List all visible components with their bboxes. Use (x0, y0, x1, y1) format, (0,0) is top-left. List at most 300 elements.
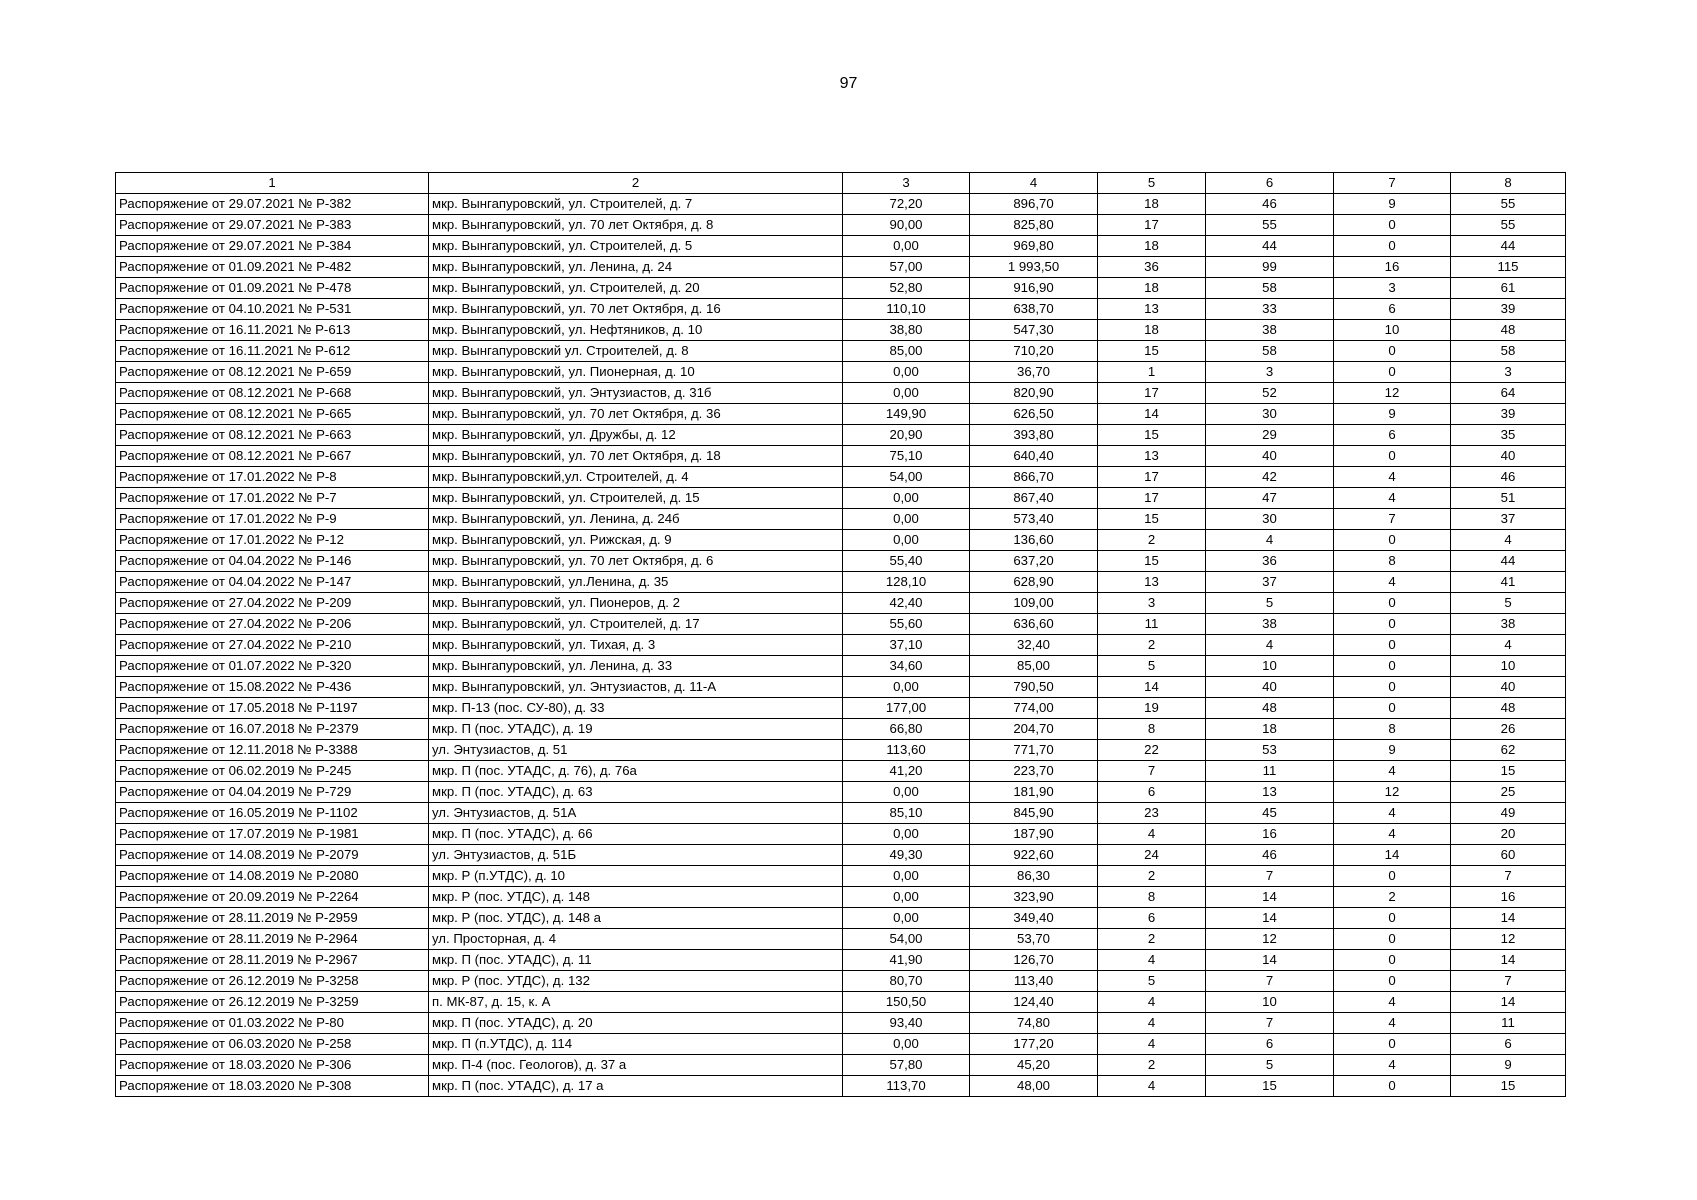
table-row (116, 530, 1566, 551)
table-cell-col-3: 0,00 (843, 488, 970, 509)
table-cell-col-8: 55 (1451, 194, 1566, 215)
table-cell-col-6: 38 (1206, 320, 1334, 341)
table-cell-col-7: 0 (1334, 446, 1451, 467)
table-cell-col-7: 0 (1334, 341, 1451, 362)
table-cell-col-4: 393,80 (970, 425, 1098, 446)
table-cell-col-7: 4 (1334, 992, 1451, 1013)
table-cell-col-8: 115 (1451, 257, 1566, 278)
table-cell-col-3: 52,80 (843, 278, 970, 299)
table-cell-col-8: 14 (1451, 992, 1566, 1013)
table-row (116, 257, 1566, 278)
table-cell-col-7: 4 (1334, 1013, 1451, 1034)
table-cell-col-8: 55 (1451, 215, 1566, 236)
table-cell-col-5: 15 (1098, 551, 1206, 572)
table-cell-col-2: мкр. Вынгапуровский, ул. Энтузиастов, д. 11-А (429, 677, 843, 698)
table-cell-col-1: Распоряжение от 04.10.2021 № Р-531 (116, 299, 429, 320)
table-cell-col-7: 7 (1334, 509, 1451, 530)
table-cell-col-3: 41,20 (843, 761, 970, 782)
table-cell-col-6: 55 (1206, 215, 1334, 236)
table-cell-col-3: 80,70 (843, 971, 970, 992)
table-cell-col-5: 4 (1098, 950, 1206, 971)
table-cell-col-1: Распоряжение от 17.07.2019 № Р-1981 (116, 824, 429, 845)
table-cell-col-2: мкр. Вынгапуровский, ул. 70 лет Октября, д. 18 (429, 446, 843, 467)
table-cell-col-7: 0 (1334, 614, 1451, 635)
table-row (116, 1013, 1566, 1034)
column-header-6: 6 (1206, 173, 1334, 194)
table-cell-col-5: 7 (1098, 761, 1206, 782)
table-cell-col-3: 0,00 (843, 782, 970, 803)
table-row (116, 971, 1566, 992)
table-cell-col-7: 0 (1334, 593, 1451, 614)
table-cell-col-6: 14 (1206, 950, 1334, 971)
table-cell-col-3: 0,00 (843, 236, 970, 257)
table-cell-col-6: 5 (1206, 593, 1334, 614)
table-cell-col-8: 5 (1451, 593, 1566, 614)
table-cell-col-5: 5 (1098, 971, 1206, 992)
table-cell-col-6: 10 (1206, 992, 1334, 1013)
table-cell-col-7: 0 (1334, 635, 1451, 656)
table-cell-col-6: 48 (1206, 698, 1334, 719)
table-cell-col-8: 14 (1451, 950, 1566, 971)
table-cell-col-6: 42 (1206, 467, 1334, 488)
table-cell-col-1: Распоряжение от 04.04.2022 № Р-146 (116, 551, 429, 572)
table-body (116, 194, 1566, 1097)
table-cell-col-3: 128,10 (843, 572, 970, 593)
table-cell-col-6: 40 (1206, 446, 1334, 467)
column-header-2: 2 (429, 173, 843, 194)
table-row (116, 761, 1566, 782)
table-cell-col-1: Распоряжение от 12.11.2018 № Р-3388 (116, 740, 429, 761)
table-cell-col-5: 8 (1098, 719, 1206, 740)
table-cell-col-7: 4 (1334, 824, 1451, 845)
table-cell-col-6: 4 (1206, 530, 1334, 551)
table-cell-col-1: Распоряжение от 28.11.2019 № Р-2964 (116, 929, 429, 950)
table-cell-col-1: Распоряжение от 18.03.2020 № Р-306 (116, 1055, 429, 1076)
table-cell-col-7: 16 (1334, 257, 1451, 278)
table-cell-col-1: Распоряжение от 29.07.2021 № Р-384 (116, 236, 429, 257)
table-cell-col-5: 18 (1098, 194, 1206, 215)
table-cell-col-2: мкр. Вынгапуровский, ул. 70 лет Октября, д. 8 (429, 215, 843, 236)
table-cell-col-4: 867,40 (970, 488, 1098, 509)
table-cell-col-7: 0 (1334, 929, 1451, 950)
table-cell-col-8: 7 (1451, 866, 1566, 887)
table-cell-col-7: 14 (1334, 845, 1451, 866)
table-cell-col-1: Распоряжение от 16.05.2019 № Р-1102 (116, 803, 429, 824)
table-cell-col-1: Распоряжение от 14.08.2019 № Р-2079 (116, 845, 429, 866)
table-row (116, 782, 1566, 803)
table-cell-col-1: Распоряжение от 18.03.2020 № Р-308 (116, 1076, 429, 1097)
table-cell-col-8: 39 (1451, 404, 1566, 425)
table-cell-col-3: 55,40 (843, 551, 970, 572)
table-cell-col-8: 12 (1451, 929, 1566, 950)
table-cell-col-7: 0 (1334, 236, 1451, 257)
data-table (115, 172, 1566, 1097)
table-cell-col-2: мкр. П (пос. УТАДС), д. 66 (429, 824, 843, 845)
table-cell-col-4: 573,40 (970, 509, 1098, 530)
table-cell-col-3: 37,10 (843, 635, 970, 656)
table-cell-col-5: 13 (1098, 572, 1206, 593)
table-cell-col-6: 14 (1206, 887, 1334, 908)
table-cell-col-4: 636,60 (970, 614, 1098, 635)
table-cell-col-2: мкр. Вынгапуровский, ул.Ленина, д. 35 (429, 572, 843, 593)
table-cell-col-3: 54,00 (843, 929, 970, 950)
table-cell-col-4: 181,90 (970, 782, 1098, 803)
table-cell-col-1: Распоряжение от 28.11.2019 № Р-2959 (116, 908, 429, 929)
table-cell-col-1: Распоряжение от 20.09.2019 № Р-2264 (116, 887, 429, 908)
table-row (116, 950, 1566, 971)
table-cell-col-5: 5 (1098, 656, 1206, 677)
table-cell-col-2: мкр. Вынгапуровский, ул. 70 лет Октября, д. 36 (429, 404, 843, 425)
table-cell-col-5: 18 (1098, 320, 1206, 341)
table-cell-col-1: Распоряжение от 08.12.2021 № Р-663 (116, 425, 429, 446)
table-cell-col-4: 36,70 (970, 362, 1098, 383)
table-cell-col-3: 0,00 (843, 866, 970, 887)
table-cell-col-2: мкр. Вынгапуровский, ул. Строителей, д. 20 (429, 278, 843, 299)
table-cell-col-2: мкр. Вынгапуровский, ул. Энтузиастов, д. 31б (429, 383, 843, 404)
table-cell-col-2: мкр. Вынгапуровский, ул. Дружбы, д. 12 (429, 425, 843, 446)
table-cell-col-3: 113,70 (843, 1076, 970, 1097)
table-cell-col-5: 4 (1098, 1013, 1206, 1034)
table-cell-col-7: 0 (1334, 950, 1451, 971)
table-cell-col-6: 7 (1206, 971, 1334, 992)
table-cell-col-5: 4 (1098, 1034, 1206, 1055)
table-cell-col-8: 11 (1451, 1013, 1566, 1034)
table-cell-col-2: мкр. Вынгапуровский, ул. Строителей, д. 7 (429, 194, 843, 215)
table-cell-col-1: Распоряжение от 08.12.2021 № Р-665 (116, 404, 429, 425)
table-row (116, 635, 1566, 656)
table-cell-col-2: мкр. П (пос. УТАДС, д. 76), д. 76а (429, 761, 843, 782)
table-cell-col-7: 0 (1334, 971, 1451, 992)
table-cell-col-5: 15 (1098, 425, 1206, 446)
table-cell-col-1: Распоряжение от 27.04.2022 № Р-210 (116, 635, 429, 656)
table-cell-col-6: 38 (1206, 614, 1334, 635)
table-row (116, 677, 1566, 698)
table-cell-col-4: 32,40 (970, 635, 1098, 656)
table-cell-col-7: 0 (1334, 362, 1451, 383)
table-row (116, 740, 1566, 761)
table-row (116, 992, 1566, 1013)
table-cell-col-7: 0 (1334, 908, 1451, 929)
table-cell-col-6: 10 (1206, 656, 1334, 677)
table-cell-col-1: Распоряжение от 16.11.2021 № Р-613 (116, 320, 429, 341)
table-cell-col-7: 0 (1334, 698, 1451, 719)
table-cell-col-6: 47 (1206, 488, 1334, 509)
table-cell-col-8: 3 (1451, 362, 1566, 383)
table-cell-col-6: 30 (1206, 404, 1334, 425)
table-cell-col-8: 58 (1451, 341, 1566, 362)
table-cell-col-7: 2 (1334, 887, 1451, 908)
table-cell-col-3: 0,00 (843, 824, 970, 845)
column-header-4: 4 (970, 173, 1098, 194)
table-row (116, 446, 1566, 467)
table-cell-col-1: Распоряжение от 01.09.2021 № Р-482 (116, 257, 429, 278)
table-cell-col-4: 323,90 (970, 887, 1098, 908)
table-cell-col-8: 4 (1451, 530, 1566, 551)
table-row (116, 1034, 1566, 1055)
column-header-8: 8 (1451, 173, 1566, 194)
table-cell-col-7: 0 (1334, 215, 1451, 236)
table-cell-col-4: 85,00 (970, 656, 1098, 677)
table-cell-col-4: 628,90 (970, 572, 1098, 593)
table-cell-col-6: 5 (1206, 1055, 1334, 1076)
table-cell-col-2: мкр. Вынгапуровский,ул. Строителей, д. 4 (429, 467, 843, 488)
table-cell-col-2: мкр. Вынгапуровский, ул. Строителей, д. 17 (429, 614, 843, 635)
table-cell-col-5: 17 (1098, 467, 1206, 488)
table-cell-col-6: 14 (1206, 908, 1334, 929)
table-cell-col-4: 774,00 (970, 698, 1098, 719)
table-cell-col-3: 20,90 (843, 425, 970, 446)
table-row (116, 425, 1566, 446)
table-row (116, 866, 1566, 887)
table-cell-col-3: 72,20 (843, 194, 970, 215)
table-row (116, 488, 1566, 509)
table-cell-col-6: 40 (1206, 677, 1334, 698)
table-cell-col-3: 55,60 (843, 614, 970, 635)
table-cell-col-3: 85,10 (843, 803, 970, 824)
table-cell-col-2: мкр. П (пос. УТАДС), д. 19 (429, 719, 843, 740)
table-cell-col-4: 969,80 (970, 236, 1098, 257)
table-cell-col-2: мкр. Вынгапуровский, ул. Строителей, д. 15 (429, 488, 843, 509)
table-cell-col-8: 9 (1451, 1055, 1566, 1076)
table-cell-col-1: Распоряжение от 17.01.2022 № Р-7 (116, 488, 429, 509)
table-cell-col-2: мкр. П (п.УТДС), д. 114 (429, 1034, 843, 1055)
table-row (116, 194, 1566, 215)
table-cell-col-5: 24 (1098, 845, 1206, 866)
table-cell-col-3: 0,00 (843, 887, 970, 908)
table-cell-col-8: 39 (1451, 299, 1566, 320)
table-cell-col-6: 30 (1206, 509, 1334, 530)
table-cell-col-7: 9 (1334, 740, 1451, 761)
table-cell-col-1: Распоряжение от 08.12.2021 № Р-667 (116, 446, 429, 467)
table-cell-col-1: Распоряжение от 26.12.2019 № Р-3259 (116, 992, 429, 1013)
table-cell-col-1: Распоряжение от 06.02.2019 № Р-245 (116, 761, 429, 782)
table-cell-col-7: 4 (1334, 467, 1451, 488)
table-row (116, 698, 1566, 719)
table-cell-col-4: 136,60 (970, 530, 1098, 551)
table-cell-col-5: 4 (1098, 824, 1206, 845)
table-cell-col-8: 4 (1451, 635, 1566, 656)
table-cell-col-1: Распоряжение от 29.07.2021 № Р-383 (116, 215, 429, 236)
table-cell-col-3: 93,40 (843, 1013, 970, 1034)
table-cell-col-8: 14 (1451, 908, 1566, 929)
table-cell-col-5: 17 (1098, 383, 1206, 404)
table-cell-col-6: 53 (1206, 740, 1334, 761)
table-cell-col-5: 11 (1098, 614, 1206, 635)
table-row (116, 341, 1566, 362)
table-cell-col-2: ул. Энтузиастов, д. 51 (429, 740, 843, 761)
table-cell-col-4: 187,90 (970, 824, 1098, 845)
table-cell-col-6: 16 (1206, 824, 1334, 845)
table-cell-col-4: 790,50 (970, 677, 1098, 698)
table-cell-col-5: 15 (1098, 509, 1206, 530)
table-cell-col-5: 6 (1098, 782, 1206, 803)
table-cell-col-2: мкр. Вынгапуровский, ул. Тихая, д. 3 (429, 635, 843, 656)
table-row (116, 614, 1566, 635)
table-cell-col-1: Распоряжение от 27.04.2022 № Р-206 (116, 614, 429, 635)
table-cell-col-8: 26 (1451, 719, 1566, 740)
table-row (116, 509, 1566, 530)
table-row (116, 593, 1566, 614)
table-cell-col-2: мкр. Вынгапуровский, ул. Пионерная, д. 10 (429, 362, 843, 383)
table-cell-col-3: 150,50 (843, 992, 970, 1013)
table-cell-col-4: 48,00 (970, 1076, 1098, 1097)
table-row (116, 656, 1566, 677)
table-cell-col-2: мкр. Вынгапуровский, ул. Строителей, д. 5 (429, 236, 843, 257)
table-cell-col-1: Распоряжение от 01.07.2022 № Р-320 (116, 656, 429, 677)
table-cell-col-5: 15 (1098, 341, 1206, 362)
table-cell-col-4: 177,20 (970, 1034, 1098, 1055)
table-cell-col-6: 7 (1206, 866, 1334, 887)
table-row (116, 404, 1566, 425)
table-cell-col-1: Распоряжение от 17.01.2022 № Р-8 (116, 467, 429, 488)
table-cell-col-4: 922,60 (970, 845, 1098, 866)
table-cell-col-1: Распоряжение от 29.07.2021 № Р-382 (116, 194, 429, 215)
table-cell-col-8: 48 (1451, 698, 1566, 719)
table-cell-col-3: 57,80 (843, 1055, 970, 1076)
table-cell-col-1: Распоряжение от 04.04.2019 № Р-729 (116, 782, 429, 803)
table-cell-col-8: 44 (1451, 551, 1566, 572)
table-cell-col-5: 17 (1098, 215, 1206, 236)
table-cell-col-1: Распоряжение от 08.12.2021 № Р-668 (116, 383, 429, 404)
table-cell-col-6: 11 (1206, 761, 1334, 782)
table-cell-col-7: 0 (1334, 1034, 1451, 1055)
table-cell-col-8: 49 (1451, 803, 1566, 824)
table-cell-col-7: 10 (1334, 320, 1451, 341)
table-cell-col-6: 29 (1206, 425, 1334, 446)
table-cell-col-8: 10 (1451, 656, 1566, 677)
table-cell-col-8: 46 (1451, 467, 1566, 488)
table-cell-col-7: 4 (1334, 1055, 1451, 1076)
table-cell-col-1: Распоряжение от 15.08.2022 № Р-436 (116, 677, 429, 698)
table-cell-col-1: Распоряжение от 17.01.2022 № Р-12 (116, 530, 429, 551)
column-header-7: 7 (1334, 173, 1451, 194)
table-cell-col-8: 15 (1451, 761, 1566, 782)
table-cell-col-7: 9 (1334, 194, 1451, 215)
table-cell-col-8: 61 (1451, 278, 1566, 299)
table-cell-col-2: ул. Энтузиастов, д. 51Б (429, 845, 843, 866)
table-cell-col-4: 547,30 (970, 320, 1098, 341)
table-cell-col-2: п. МК-87, д. 15, к. А (429, 992, 843, 1013)
table-cell-col-5: 17 (1098, 488, 1206, 509)
table-cell-col-2: мкр. Вынгапуровский, ул. Ленина, д. 24 (429, 257, 843, 278)
table-cell-col-6: 36 (1206, 551, 1334, 572)
table-cell-col-8: 51 (1451, 488, 1566, 509)
table-cell-col-2: мкр. Вынгапуровский ул. Строителей, д. 8 (429, 341, 843, 362)
table-cell-col-7: 12 (1334, 782, 1451, 803)
table-cell-col-3: 66,80 (843, 719, 970, 740)
table-cell-col-5: 2 (1098, 866, 1206, 887)
table-cell-col-2: мкр. Р (пос. УТДС), д. 148 а (429, 908, 843, 929)
table-row (116, 824, 1566, 845)
table-cell-col-8: 37 (1451, 509, 1566, 530)
table-cell-col-6: 18 (1206, 719, 1334, 740)
table-cell-col-8: 7 (1451, 971, 1566, 992)
table-cell-col-8: 38 (1451, 614, 1566, 635)
table-cell-col-2: мкр. Вынгапуровский, ул. Рижская, д. 9 (429, 530, 843, 551)
table-cell-col-4: 640,40 (970, 446, 1098, 467)
table-cell-col-3: 38,80 (843, 320, 970, 341)
table-cell-col-5: 3 (1098, 593, 1206, 614)
table-cell-col-7: 8 (1334, 719, 1451, 740)
table-cell-col-7: 0 (1334, 866, 1451, 887)
table-cell-col-3: 0,00 (843, 383, 970, 404)
table-cell-col-6: 12 (1206, 929, 1334, 950)
table-cell-col-2: мкр. Вынгапуровский, ул. 70 лет Октября, д. 6 (429, 551, 843, 572)
table-cell-col-6: 33 (1206, 299, 1334, 320)
table-cell-col-1: Распоряжение от 16.11.2021 № Р-612 (116, 341, 429, 362)
table-cell-col-5: 2 (1098, 530, 1206, 551)
table-cell-col-4: 820,90 (970, 383, 1098, 404)
table-row (116, 719, 1566, 740)
table-cell-col-6: 13 (1206, 782, 1334, 803)
table-cell-col-3: 57,00 (843, 257, 970, 278)
table-cell-col-5: 36 (1098, 257, 1206, 278)
table-cell-col-8: 64 (1451, 383, 1566, 404)
table-row (116, 845, 1566, 866)
table-cell-col-3: 41,90 (843, 950, 970, 971)
table-cell-col-3: 177,00 (843, 698, 970, 719)
table-cell-col-2: мкр. Вынгапуровский, ул. Пионеров, д. 2 (429, 593, 843, 614)
table-cell-col-1: Распоряжение от 04.04.2022 № Р-147 (116, 572, 429, 593)
table-cell-col-8: 60 (1451, 845, 1566, 866)
table-cell-col-7: 0 (1334, 677, 1451, 698)
table-row (116, 362, 1566, 383)
column-header-3: 3 (843, 173, 970, 194)
table-cell-col-4: 866,70 (970, 467, 1098, 488)
table-cell-col-5: 22 (1098, 740, 1206, 761)
table-cell-col-5: 23 (1098, 803, 1206, 824)
table-cell-col-7: 6 (1334, 299, 1451, 320)
table-cell-col-5: 4 (1098, 1076, 1206, 1097)
table-cell-col-3: 0,00 (843, 677, 970, 698)
table-cell-col-5: 2 (1098, 635, 1206, 656)
table-cell-col-2: мкр. Р (пос. УТДС), д. 132 (429, 971, 843, 992)
table-cell-col-3: 0,00 (843, 908, 970, 929)
table-cell-col-7: 0 (1334, 656, 1451, 677)
table-header-row (116, 173, 1566, 194)
table-cell-col-6: 99 (1206, 257, 1334, 278)
table-cell-col-2: мкр. Р (п.УТДС), д. 10 (429, 866, 843, 887)
table-row (116, 908, 1566, 929)
table-cell-col-1: Распоряжение от 17.05.2018 № Р-1197 (116, 698, 429, 719)
table-cell-col-6: 46 (1206, 194, 1334, 215)
table-row (116, 236, 1566, 257)
table-cell-col-4: 124,40 (970, 992, 1098, 1013)
table-cell-col-7: 6 (1334, 425, 1451, 446)
table-cell-col-5: 8 (1098, 887, 1206, 908)
table-row (116, 551, 1566, 572)
table-row (116, 467, 1566, 488)
table-cell-col-2: мкр. Вынгапуровский, ул. Нефтяников, д. 10 (429, 320, 843, 341)
table-row (116, 887, 1566, 908)
table-cell-col-6: 37 (1206, 572, 1334, 593)
table-cell-col-8: 16 (1451, 887, 1566, 908)
table-cell-col-3: 54,00 (843, 467, 970, 488)
table-cell-col-4: 223,70 (970, 761, 1098, 782)
table-cell-col-2: ул. Энтузиастов, д. 51А (429, 803, 843, 824)
table-cell-col-7: 4 (1334, 572, 1451, 593)
table-cell-col-4: 771,70 (970, 740, 1098, 761)
table-row (116, 572, 1566, 593)
table-cell-col-1: Распоряжение от 06.03.2020 № Р-258 (116, 1034, 429, 1055)
table-cell-col-7: 4 (1334, 488, 1451, 509)
table-cell-col-4: 710,20 (970, 341, 1098, 362)
table-cell-col-5: 13 (1098, 299, 1206, 320)
table-cell-col-8: 62 (1451, 740, 1566, 761)
table-cell-col-8: 35 (1451, 425, 1566, 446)
table-cell-col-4: 86,30 (970, 866, 1098, 887)
table-cell-col-4: 126,70 (970, 950, 1098, 971)
